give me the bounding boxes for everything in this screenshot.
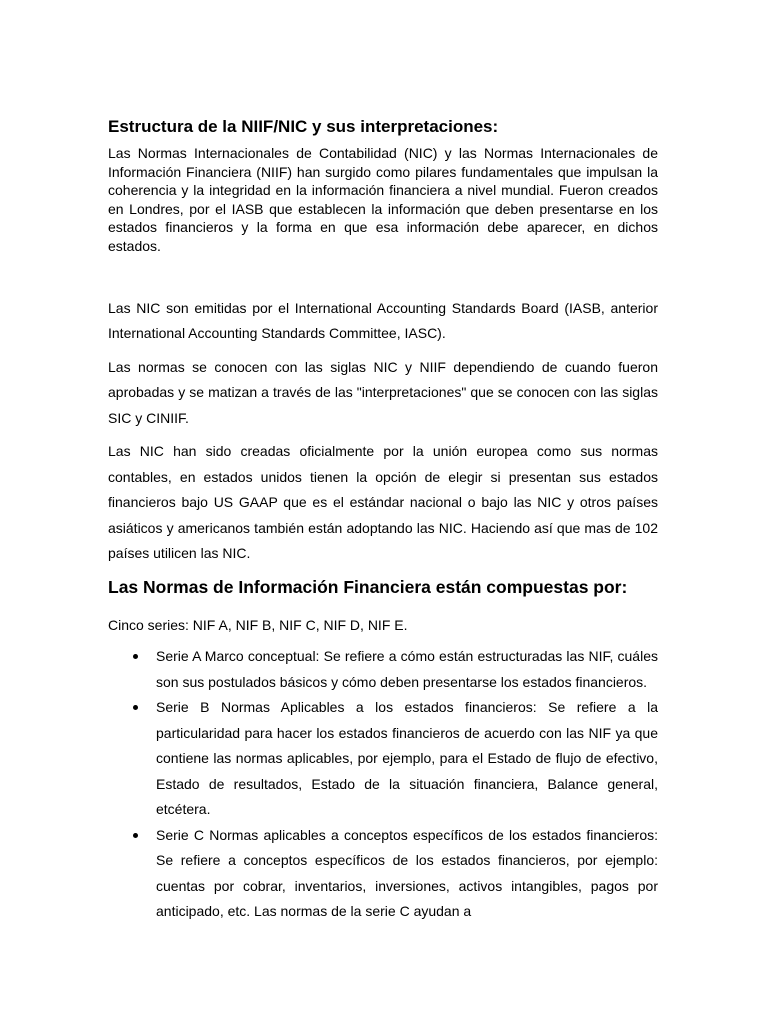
bullet-icon <box>133 705 138 710</box>
list-item <box>108 644 658 695</box>
bullet-icon <box>133 833 138 838</box>
list-item-text: Serie B Normas Aplicables a los estados financieros: Se refiere a la particularidad para hacer los estados financieros de acuerdo con las NIF ya que contiene las normas aplicables, por ejemplo, para el Estado de flujo de efectivo, Estado de resultados, Estado de la situación financiera, Balance general, etcétera. <box>156 699 658 818</box>
list-item <box>108 823 658 925</box>
intro-paragraph: Las Normas Internacionales de Contabilidad (NIC) y las Normas Internacionales de Información Financiera (NIIF) han surgido como pilares fundamentales que impulsan la coherencia y la integridad en la información financiera a nivel mundial. Fueron creados en Londres, por el IASB que establecen la información que deben presentarse en los estados financieros y la forma en que esa información debe aparecer, en dichos estados. <box>108 145 658 254</box>
list-item <box>108 695 658 823</box>
list-item-text: Serie A Marco conceptual: Se refiere a cómo están estructuradas las NIF, cuáles son sus postulados básicos y cómo deben presentarse los estados financieros. <box>156 648 658 690</box>
series-list <box>108 644 658 925</box>
paragraph-adopcion: Las NIC han sido creadas oficialmente por la unión europea como sus normas contables, en estados unidos tienen la opción de elegir si presentan sus estados financieros bajo US GAAP que es el estándar nacional o bajo las NIC y otros países asiáticos y americanos también están adoptando las NIC. Haciendo así que mas de 102 países utilicen las NIC. <box>108 443 658 562</box>
bullet-icon <box>133 654 138 659</box>
section-heading: Las Normas de Información Financiera están compuestas por: <box>108 576 628 597</box>
series-intro: Cinco series: NIF A, NIF B, NIF C, NIF D, NIF E. <box>108 616 408 633</box>
list-item-text: Serie C Normas aplicables a conceptos específicos de los estados financieros: Se refiere a conceptos específicos de los estados financieros, por ejemplo: cuentas por cobrar, inventarios, inversiones, activos intangibles, pagos por anticipado, etc. Las normas de la serie C ayudan a <box>156 826 658 920</box>
paragraph-iasb: Las NIC son emitidas por el International Accounting Standards Board (IASB, anterior International Accounting Standards Committee, IASC). <box>108 299 658 342</box>
document-page <box>108 116 658 925</box>
paragraph-siglas: Las normas se conocen con las siglas NIC y NIIF dependiendo de cuando fueron aprobadas y se matizan a través de las "interpretaciones" que se conocen con las siglas SIC y CINIIF. <box>108 358 658 426</box>
document-title: Estructura de la NIIF/NIC y sus interpretaciones: <box>108 117 499 136</box>
